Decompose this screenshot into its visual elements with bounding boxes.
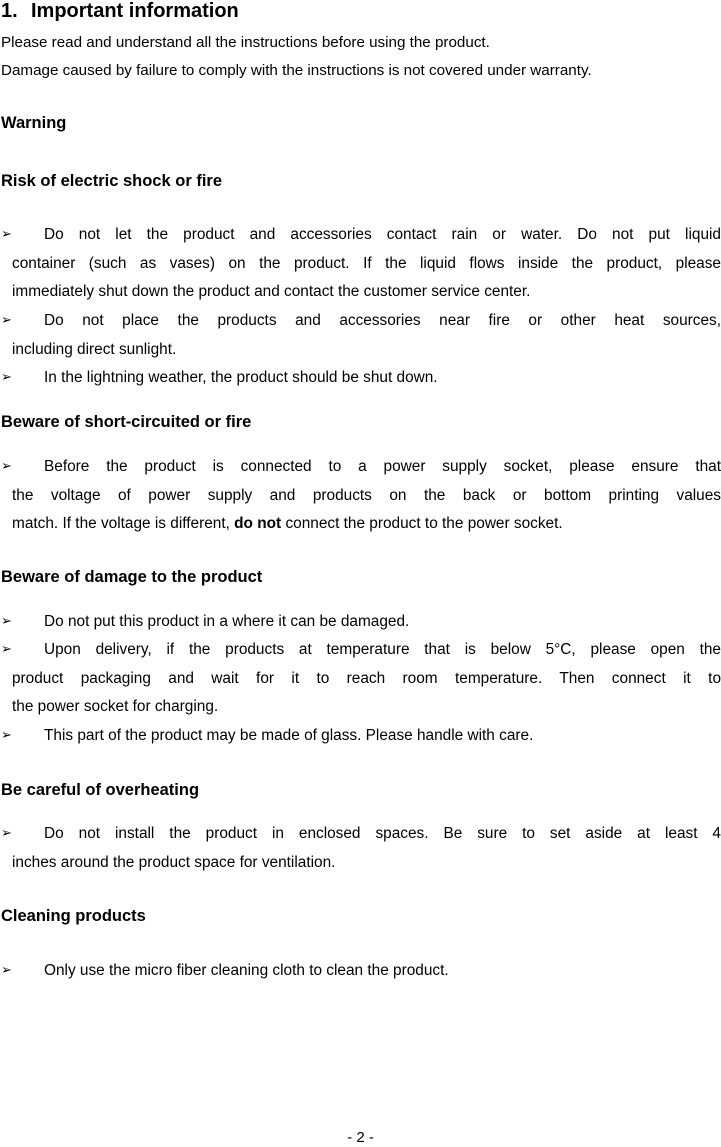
bullet-arrow-icon: ➢ <box>1 370 12 385</box>
bullet-item <box>1 820 721 877</box>
bullet-arrow-icon: ➢ <box>1 313 12 328</box>
bullet-arrow-icon: ➢ <box>1 963 12 978</box>
bullet-text: match. If the voltage is different, <box>12 515 230 532</box>
bullet-item <box>1 957 721 986</box>
heading-damage: Beware of damage to the product <box>1 568 263 586</box>
bullet-line: This part of the product may be made of glass. Please handle with care. <box>44 727 534 744</box>
bullet-item <box>1 221 721 307</box>
bullet-arrow-icon: ➢ <box>1 227 12 242</box>
bullet-line: Only use the micro fiber cleaning cloth to clean the product. <box>44 962 449 979</box>
bullet-line: including direct sunlight. <box>12 340 177 358</box>
bullet-line: the power socket for charging. <box>12 698 219 715</box>
bullet-line: the voltage of power supply and products on the back or bottom printing values <box>12 486 721 504</box>
bullet-text: connect the product to the power socket. <box>285 515 563 532</box>
bullet-item <box>1 307 721 364</box>
bullet-line: Do not install the product in enclosed spaces. Be sure to set aside at least 4 <box>44 825 721 842</box>
bullet-line: immediately shut down the product and contact the customer service center. <box>12 283 531 300</box>
bullet-item <box>1 636 721 722</box>
bullet-line <box>1 510 721 539</box>
bullet-arrow-icon: ➢ <box>1 459 12 474</box>
bullet-item <box>1 453 721 539</box>
bullet-line: Upon delivery, if the products at temperature that is below 5°C, please open the <box>44 641 721 658</box>
heading-cleaning: Cleaning products <box>1 907 146 925</box>
section-number: 1. <box>1 0 18 22</box>
bullet-item <box>1 722 721 751</box>
intro-line-1: Please read and understand all the instructions before using the product. <box>1 34 490 51</box>
warning-label: Warning <box>1 114 67 132</box>
section-title <box>1 0 239 22</box>
bullet-line: inches around the product space for ventilation. <box>12 853 336 871</box>
intro-line-2: Damage caused by failure to comply with the instructions is not covered under warranty. <box>1 62 592 79</box>
heading-overheating: Be careful of overheating <box>1 781 200 799</box>
heading-electric-shock: Risk of electric shock or fire <box>1 172 223 190</box>
bullet-line: Do not put this product in a where it can be damaged. <box>44 613 410 630</box>
bullet-item <box>1 608 721 637</box>
bullet-arrow-icon: ➢ <box>1 642 12 657</box>
bullet-item <box>1 364 721 393</box>
bullet-arrow-icon: ➢ <box>1 614 12 629</box>
bullet-line: In the lightning weather, the product should be shut down. <box>44 369 438 386</box>
bullet-line: container (such as vases) on the product. If the liquid flows inside the product, please <box>12 254 721 272</box>
bullet-arrow-icon: ➢ <box>1 826 12 841</box>
bullet-line: product packaging and wait for it to reach room temperature. Then connect it to <box>12 669 721 687</box>
emphasis-do-not: do not <box>234 515 282 532</box>
bullet-line: Do not let the product and accessories contact rain or water. Do not put liquid <box>44 226 721 243</box>
section-title-text: Important information <box>31 0 239 22</box>
bullet-line: Do not place the products and accessories near fire or other heat sources, <box>44 312 721 329</box>
page-number: - 2 - <box>347 1129 374 1146</box>
heading-short-circuit: Beware of short-circuited or fire <box>1 413 252 431</box>
bullet-arrow-icon: ➢ <box>1 728 12 743</box>
bullet-line: Before the product is connected to a power supply socket, please ensure that <box>44 458 721 475</box>
